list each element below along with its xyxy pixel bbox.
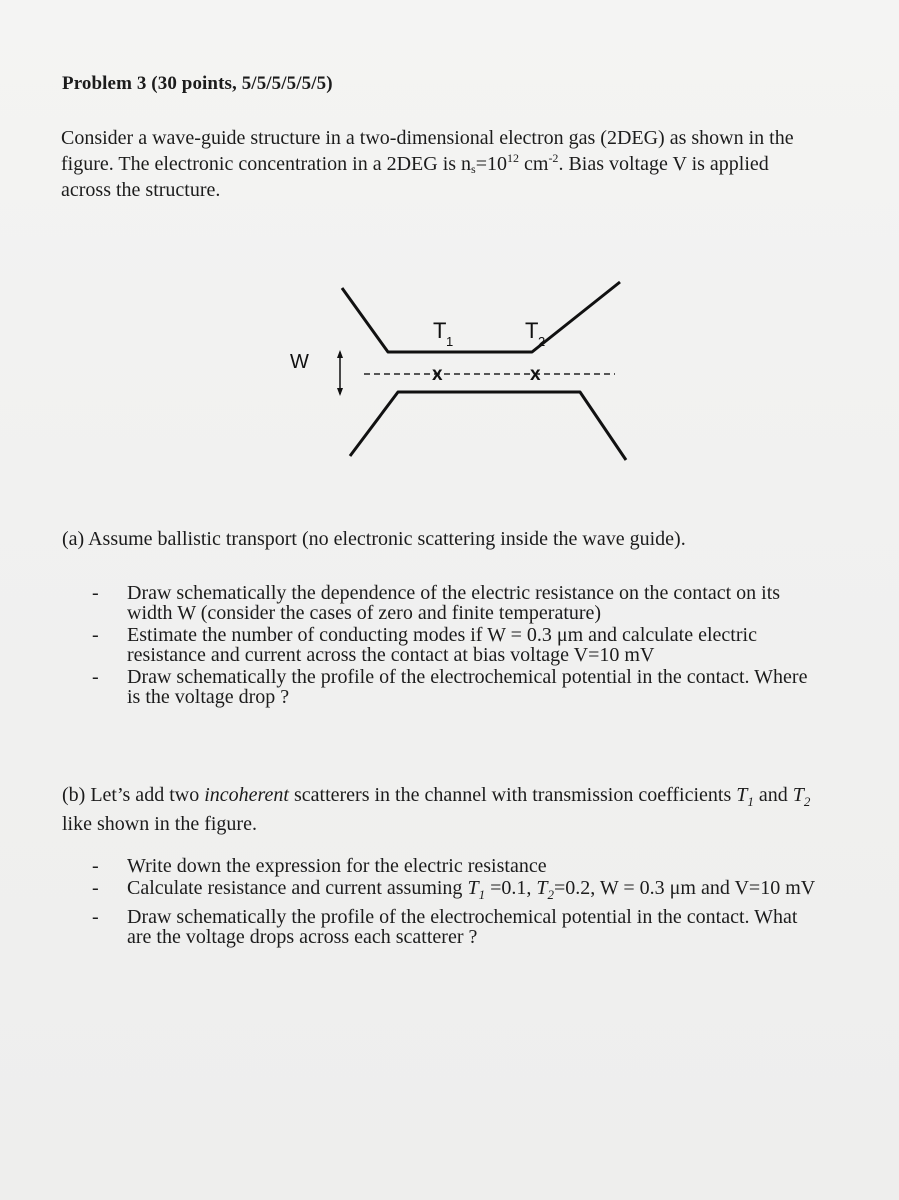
intro-line-2-pre: figure. The electronic concentration in a 2DEG is n	[61, 153, 472, 175]
list-item-line	[127, 878, 882, 905]
list-item	[92, 878, 882, 905]
t-letter: T	[536, 877, 548, 899]
list-dash: -	[92, 877, 99, 899]
list-item	[92, 583, 882, 623]
list-item	[92, 856, 882, 876]
problem-intro	[61, 125, 881, 203]
list-item-line: are the voltage drops across each scatterer ?	[127, 926, 478, 948]
t-subscript: 1	[478, 887, 486, 902]
t2-symbol	[792, 784, 811, 809]
t-letter: T	[467, 877, 479, 899]
list-item-line: resistance and current across the contact at bias voltage V=10 mV	[127, 644, 655, 666]
part-b-heading-line-2: like shown in the figure.	[62, 813, 257, 835]
ns-subscript: s	[471, 162, 476, 176]
intro-line-1: Consider a wave-guide structure in a two-dimensional electron gas (2DEG) as shown in the	[61, 127, 794, 149]
list-text: =0.1,	[485, 877, 537, 899]
list-dash: -	[92, 906, 99, 928]
scatterer-t1-subscript: 1	[446, 334, 454, 349]
scatterer-t2-label: T	[525, 318, 539, 343]
list-item-line: Estimate the number of conducting modes if W = 0.3 μm and calculate electric	[127, 624, 757, 646]
t2-symbol	[536, 877, 554, 902]
exponent-12: 12	[507, 151, 519, 165]
exponent-neg2: -2	[548, 151, 559, 165]
part-b-text: scatterers in the channel with transmission coefficients	[288, 784, 737, 806]
list-item-line: Draw schematically the dependence of the electric resistance on the contact on its	[127, 582, 781, 604]
list-item	[92, 625, 882, 665]
part-a-list	[92, 583, 882, 709]
list-item-line: Draw schematically the profile of the electrochemical potential in the contact. What	[127, 906, 798, 928]
list-dash: -	[92, 582, 99, 604]
scatterer-1-mark: x	[432, 364, 443, 385]
scatterer-2-mark: x	[530, 364, 541, 385]
list-text: =0.2, W = 0.3 μm and V=10 mV	[553, 877, 816, 899]
list-item	[92, 907, 882, 947]
lower-boundary-line	[350, 392, 626, 460]
t-subscript: 1	[747, 794, 754, 809]
list-item	[92, 667, 882, 707]
list-dash: -	[92, 855, 99, 877]
intro-line-3: across the structure.	[61, 179, 221, 201]
part-b-text: and	[753, 784, 793, 806]
part-b-heading-line-1	[62, 784, 892, 813]
width-label: W	[290, 351, 309, 373]
scatterer-t1-label: T	[433, 318, 447, 343]
list-text: Calculate resistance and current assuming	[127, 877, 468, 899]
t1-symbol	[736, 784, 754, 809]
list-dash: -	[92, 666, 99, 688]
list-item-line: is the voltage drop ?	[127, 686, 290, 708]
intro-eq: =10	[475, 153, 507, 175]
scatterer-t2-subscript: 2	[538, 334, 546, 349]
list-item-line: Write down the expression for the electric resistance	[127, 855, 547, 877]
upper-boundary-line	[342, 282, 620, 352]
width-arrow-head-top	[337, 350, 343, 358]
width-arrow-head-bottom	[337, 388, 343, 396]
list-item-line: Draw schematically the profile of the electrochemical potential in the contact. Where	[127, 666, 808, 688]
t1-symbol	[467, 877, 486, 902]
problem-title: Problem 3 (30 points, 5/5/5/5/5/5)	[62, 73, 333, 94]
t-letter: T	[792, 784, 804, 806]
part-b-text: (b) Let’s add two	[62, 784, 205, 806]
waveguide-diagram	[280, 270, 640, 470]
incoherent-emphasis: incoherent	[204, 784, 289, 806]
intro-line-2-post: . Bias voltage V is applied	[558, 153, 769, 175]
intro-cm: cm	[519, 153, 549, 175]
part-b-heading	[62, 784, 892, 835]
part-b-list	[92, 856, 882, 949]
t-subscript: 2	[547, 887, 554, 902]
list-dash: -	[92, 624, 99, 646]
t-subscript: 2	[803, 794, 811, 809]
t-letter: T	[736, 784, 748, 806]
part-a-heading: (a) Assume ballistic transport (no electronic scattering inside the wave guide).	[62, 528, 686, 550]
list-item-line: width W (consider the cases of zero and finite temperature)	[127, 602, 602, 624]
waveguide-figure	[280, 270, 640, 470]
intro-line-2	[61, 151, 881, 177]
